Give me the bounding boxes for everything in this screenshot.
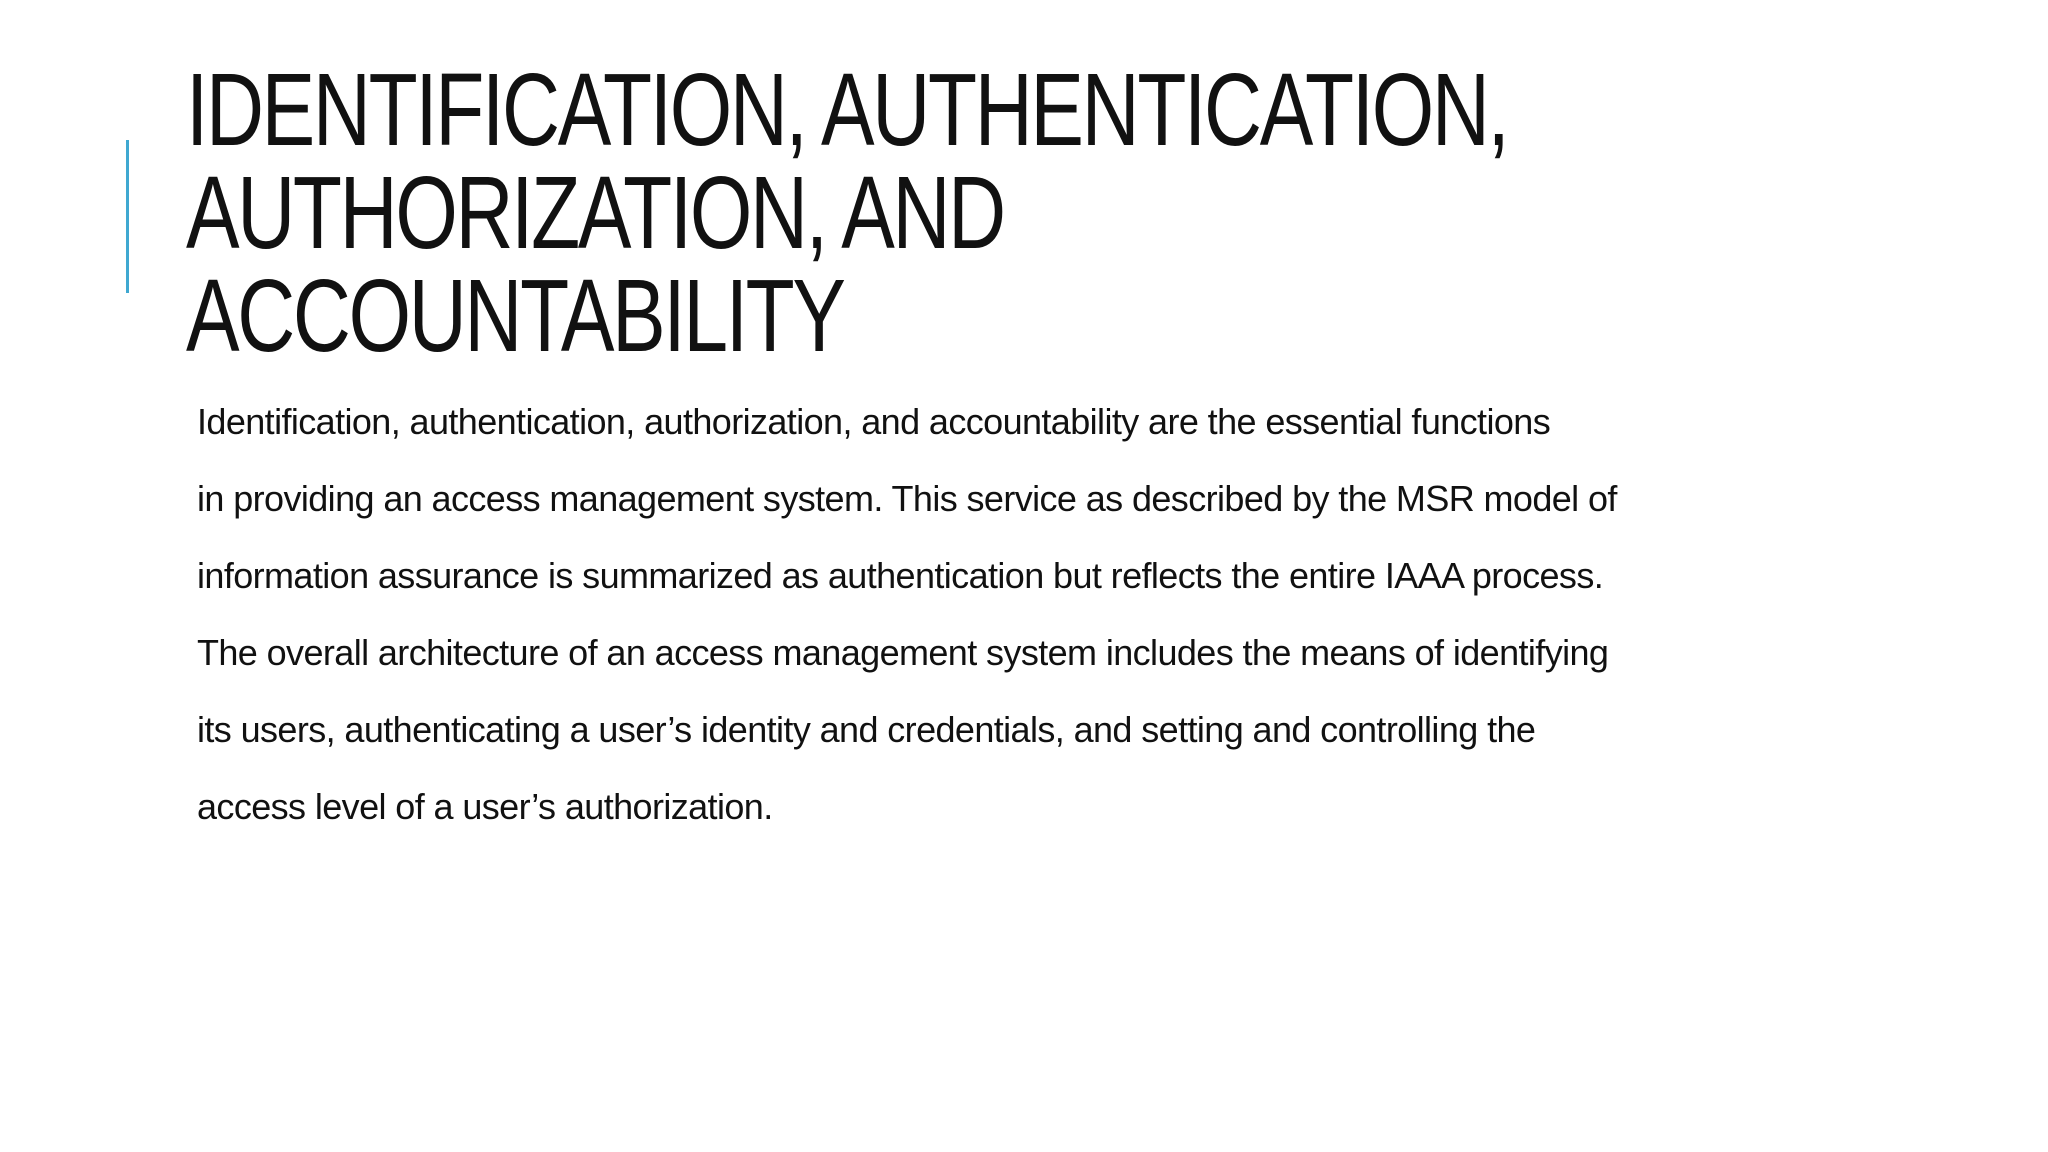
slide-title-line: AUTHORIZATION, AND — [186, 155, 1004, 270]
slide-title — [186, 52, 1590, 373]
body-text-line: information assurance is summarized as authentication but reflects the entire IAAA process. — [197, 555, 1604, 596]
title-accent-bar — [126, 140, 129, 293]
slide-body-paragraph — [197, 383, 1837, 845]
body-text-line: in providing an access management system. This service as described by the MSR model of — [197, 478, 1617, 519]
body-text-line: The overall architecture of an access management system includes the means of identifying — [197, 632, 1609, 673]
slide-title-line: ACCOUNTABILITY — [186, 258, 844, 373]
body-text-line: its users, authenticating a user’s identity and credentials, and setting and controlling the — [197, 709, 1536, 750]
body-text-line: Identification, authentication, authorization, and accountability are the essential functions — [197, 401, 1551, 442]
body-text-line: access level of a user’s authorization. — [197, 786, 773, 827]
slide-title-line: IDENTIFICATION, AUTHENTICATION, — [186, 52, 1508, 167]
